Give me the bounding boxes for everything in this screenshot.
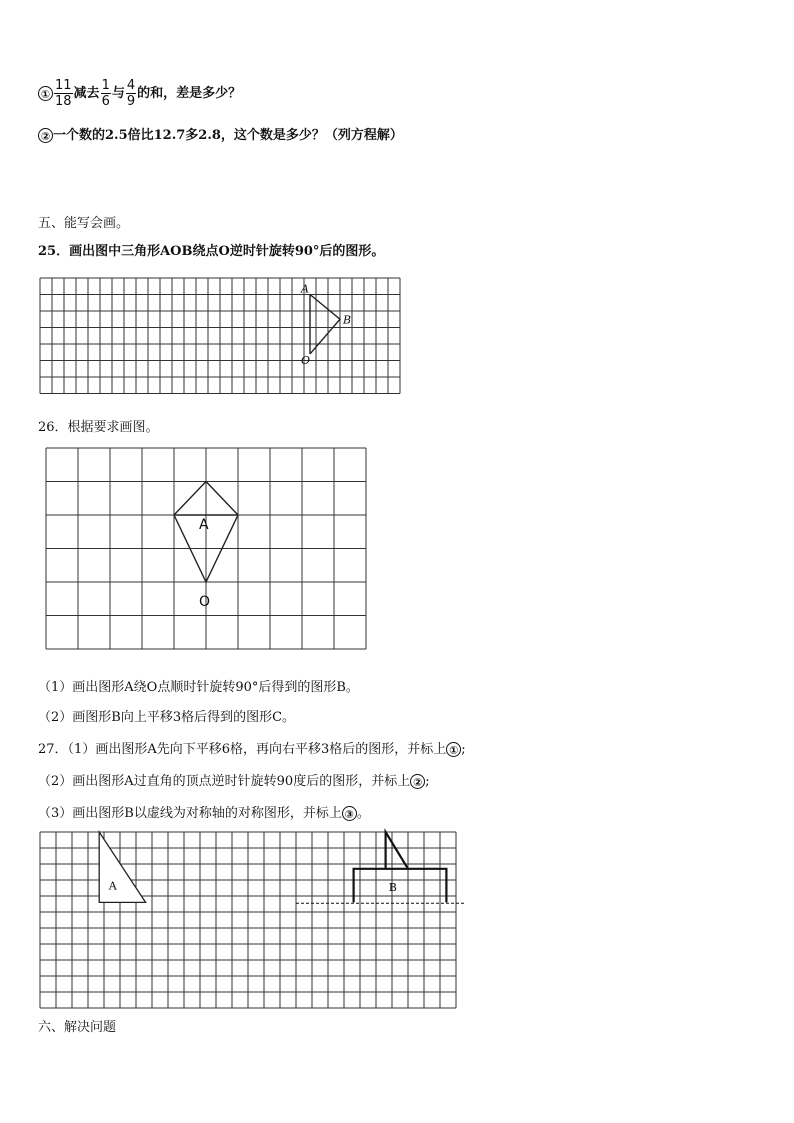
question-26-sub1: （1）画出图形A绕O点顺时针旋转90°后得到的图形B。 [38,680,359,695]
circled-number-2: ② [410,774,425,789]
question-2-text: 一个数的2.5倍比12.7多2.8，这个数是多少？（列方程解） [53,128,403,143]
shape-b-label: B [388,881,397,895]
question-27-sub2: （2）画出图形A过直角的顶点逆时针旋转90度后的图形，并标上 ② ; [38,774,430,789]
circled-number-1: ① [38,86,53,101]
shape-b [354,832,447,902]
triangle-aob [310,295,340,354]
grid-q26 [46,448,370,654]
grid-q25 [40,278,402,396]
fraction-11-18: $\frac{11}{18}$ [55,78,72,109]
section-5-title: 五、能写会画。 [38,216,130,231]
question-27-sub3: （3）画出图形B以虚线为对称轴的对称图形，并标上 ③ 。 [38,806,370,821]
question-25-text: 25．画出图中三角形AOB绕点O逆时针旋转90°后的图形。 [38,244,385,259]
point-o-label: O [301,353,311,367]
fraction-4-9: $\frac{4}{9}$ [126,78,136,109]
question-1: ① $\frac{11}{18}$ 减去 $\frac{1}{6}$ 与 $\frac{4}{9}$ 的和，差是多少？ [38,78,241,109]
section-6-title: 六、解决问题 [38,1020,117,1035]
point-o-label: O [199,594,211,610]
question-26-sub2: （2）画图形B向上平移3格后得到的图形C。 [38,710,296,725]
point-b-label: B [343,313,352,327]
shape-a-label: A [199,517,209,533]
point-a-label: A [301,282,309,296]
triangle-shape-a [99,832,145,902]
circled-number-3: ③ [342,806,357,821]
grid-q27 [40,832,466,1008]
question-2 [38,124,403,143]
fraction-1-6: $\frac{1}{6}$ [101,78,110,109]
question-26-text: 26．根据要求画图。 [38,420,159,435]
circled-number-2: ② [38,128,53,143]
shape-a-label: A [108,879,117,893]
question-27-sub1: 27．（1）画出图形A先向下平移6格，再向右平移3格后的图形，并标上 ① ; [38,742,466,757]
circled-number-1: ① [446,742,461,757]
